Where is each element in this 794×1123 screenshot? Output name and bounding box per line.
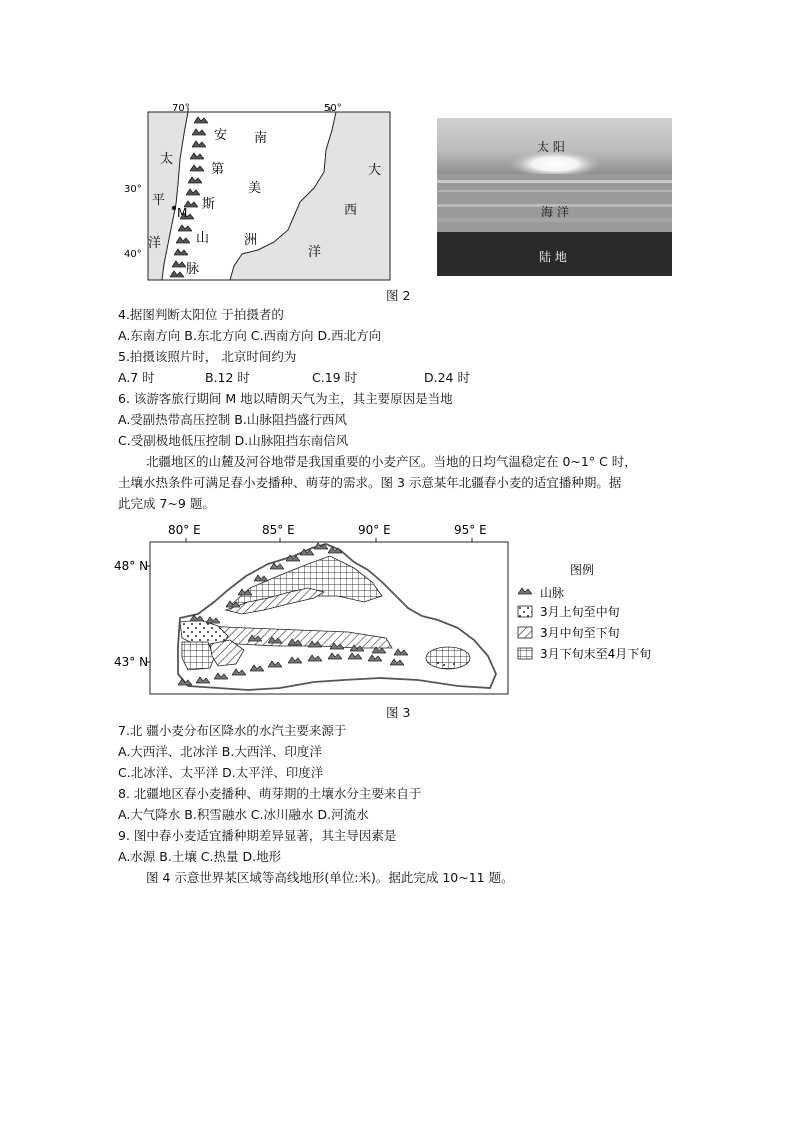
lat-label-30: 30°	[124, 184, 142, 195]
fig3-lon-90: 90° E	[358, 523, 391, 537]
photo-land-label: 陆 地	[539, 250, 567, 264]
legend-mountain-icon	[518, 588, 532, 594]
question-9-options: A.水源 B.土壤 C.热量 D.地形	[118, 849, 282, 864]
legend-swatch-grid	[518, 648, 532, 659]
question-7-options-cd: C.北冰洋、太平洋 D.太平洋、印度洋	[118, 765, 324, 780]
legend-item-early-mid-march: 3月上旬至中旬	[540, 605, 620, 619]
fig3-lon-85: 85° E	[262, 523, 295, 537]
question-6-stem: 6. 该游客旅行期间 M 地以晴朗天气为主，其主要原因是当地	[118, 391, 453, 406]
andes-char-2: 第	[211, 162, 225, 177]
fig3-lon-80: 80° E	[168, 523, 201, 537]
question-6-options-cd: C.受副极地低压控制 D.山脉阻挡东南信风	[118, 433, 349, 448]
question-5-option-c: C.19 时	[312, 370, 358, 385]
question-5-option-b: B.12 时	[205, 370, 250, 385]
figure4-intro: 图 4 示意世界某区域等高线地形(单位:米)。据此完成 10~11 题。	[146, 870, 514, 885]
atlantic-char-2: 西	[344, 203, 358, 218]
figure2-photo	[437, 118, 672, 276]
question-4-stem: 4.据图判断太阳位 于拍摄者的	[118, 307, 284, 322]
pacific-char-3: 洋	[148, 236, 162, 251]
atlantic-char-3: 洋	[308, 245, 322, 260]
pacific-char-1: 太	[160, 152, 174, 167]
continent-char-2: 美	[248, 181, 262, 196]
question-7-options-ab: A.大西洋、北冰洋 B.大西洋、印度洋	[118, 744, 322, 759]
zone-east-oval	[426, 647, 470, 669]
lat-label-40: 40°	[124, 249, 142, 260]
question-9-stem: 9. 图中春小麦适宜播种期差异显著，其主导因素是	[118, 828, 397, 843]
photo-sun-label: 太 阳	[537, 140, 565, 154]
question-5-option-d: D.24 时	[424, 370, 470, 385]
zone-late-march-april-west	[182, 642, 214, 670]
figure3-caption: 图 3	[386, 705, 411, 720]
fig3-lat-48: 48° N	[114, 559, 149, 573]
question-5-stem: 5.拍摄该照片时， 北京时间约为	[118, 349, 297, 364]
question-7-stem: 7.北 疆小麦分布区降水的水汽主要来源于	[118, 723, 347, 738]
lon-label-50: 50°	[324, 103, 342, 114]
question-8-stem: 8. 北疆地区春小麦播种、萌芽期的土壤水分主要来自于	[118, 786, 422, 801]
figure3-map	[114, 518, 678, 696]
legend-item-late-march-april: 3月下旬末至4月下旬	[540, 647, 652, 661]
passage-line-3: 此完成 7~9 题。	[118, 496, 215, 511]
continent-char-1: 南	[254, 131, 268, 146]
legend-item-mid-late-march: 3月中旬至下旬	[540, 626, 620, 640]
legend-swatch-hatch	[518, 627, 532, 638]
photo-sea-label: 海 洋	[541, 205, 569, 219]
andes-char-3: 斯	[202, 197, 216, 212]
legend-swatch-dots	[518, 606, 532, 617]
lon-label-70: 70°	[172, 103, 190, 114]
passage-line-2: 土壤水热条件可满足春小麦播种、萌芽的需求。图 3 示意某年北疆春小麦的适宜播种期。据	[118, 475, 622, 490]
figure2-caption: 图 2	[386, 288, 411, 303]
point-m-label: M	[177, 206, 188, 220]
pacific-char-2: 平	[152, 193, 166, 208]
photo-sun-glow	[509, 150, 601, 178]
andes-char-5: 脉	[186, 262, 200, 277]
fig3-lat-43: 43° N	[114, 655, 149, 669]
passage-line-1: 北疆地区的山麓及河谷地带是我国重要的小麦产区。当地的日均气温稳定在 0~1° C 时，	[146, 454, 637, 469]
andes-char-1: 安	[214, 128, 228, 143]
question-8-options: A.大气降水 B.积雪融水 C.冰川融水 D.河流水	[118, 807, 369, 822]
question-4-options: A.东南方向 B.东北方向 C.西南方向 D.西北方向	[118, 328, 382, 343]
legend-title: 图例	[570, 563, 595, 577]
legend-item-mountain: 山脉	[540, 586, 565, 600]
question-6-options-ab: A.受副热带高压控制 B.山脉阻挡盛行西风	[118, 412, 347, 427]
fig3-lon-95: 95° E	[454, 523, 487, 537]
atlantic-char-1: 大	[368, 163, 382, 178]
andes-char-4: 山	[196, 231, 210, 246]
point-m-marker	[172, 206, 176, 210]
figure2-map	[124, 103, 390, 280]
continent-char-3: 洲	[244, 233, 258, 248]
question-5-option-a: A.7 时	[118, 370, 155, 385]
